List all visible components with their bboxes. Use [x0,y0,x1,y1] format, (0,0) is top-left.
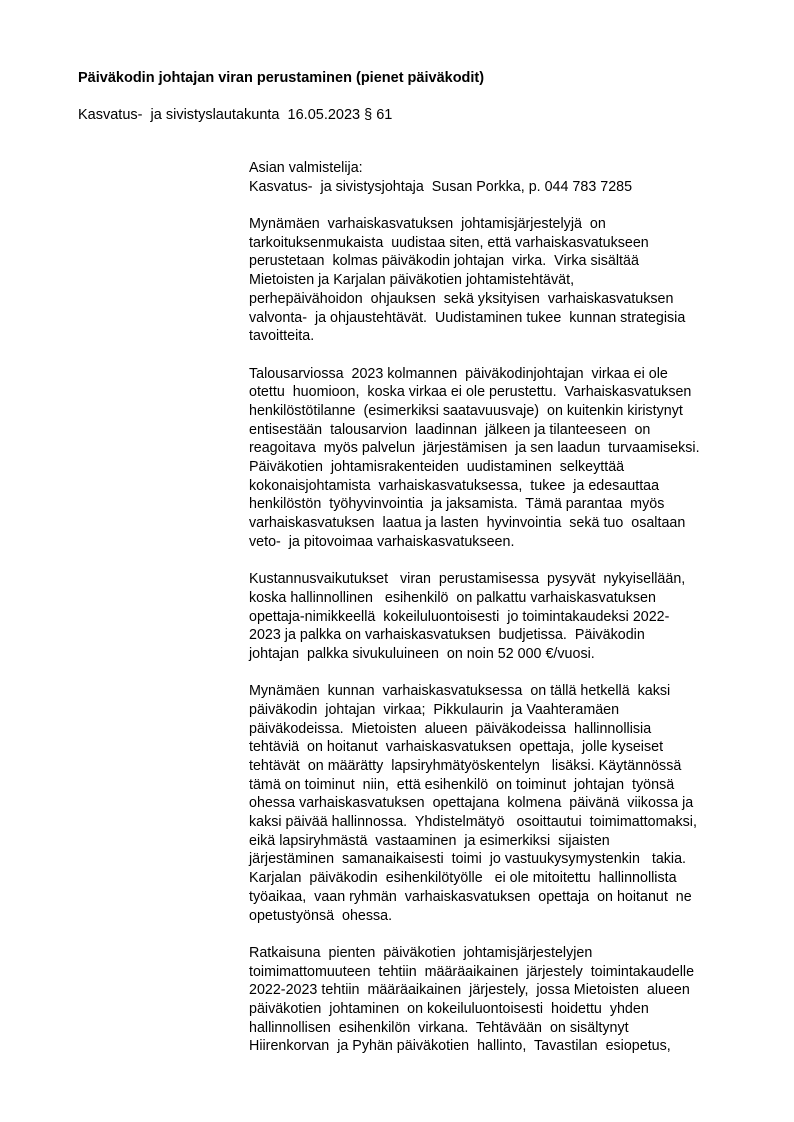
paragraph-line: eikä lapsiryhmästä vastaaminen ja esimerkiksi sijaisten [249,832,610,849]
paragraph-line: Mynämäen varhaiskasvatuksen johtamisjärjestelyjä on [249,216,606,233]
paragraph-line: kaksi päivää hallinnossa. Yhdistelmätyö osoittautui toimimattomaksi, [249,814,697,831]
paragraph-line: 2023 ja palkka on varhaiskasvatuksen budjetissa. Päiväkodin [249,627,645,644]
paragraph-line: kokonaisjohtamista varhaiskasvatuksessa, tukee ja edesauttaa [249,477,660,494]
paragraph-line: Mynämäen kunnan varhaiskasvatuksessa on tällä hetkellä kaksi [249,683,671,700]
paragraph-line: Talousarviossa 2023 kolmannen päiväkodinjohtajan virkaa ei ole [249,365,668,382]
paragraph-line: 2022-2023 tehtiin määräaikainen järjestely, jossa Mietoisten alueen [249,982,690,999]
paragraph-line: perustetaan kolmas päiväkodin johtajan virka. Virka sisältää [249,253,639,270]
paragraph-line: reagoitava myös palvelun järjestämisen ja sen laadun turvaamiseksi. [249,440,700,457]
paragraph-line: päiväkodeissa. Mietoisten alueen päiväkodeissa hallinnollisia [249,720,652,737]
body-paragraph [249,365,749,552]
paragraph-line: Kasvatus- ja sivistysjohtaja Susan Porkka, p. 044 783 7285 [249,178,633,195]
paragraph-line: varhaiskasvatuksen laatua ja lasten hyvinvointia sekä tuo osaltaan [249,515,686,532]
paragraph-line: Hiirenkorvan ja Pyhän päiväkotien hallinto, Tavastilan esiopetus, [249,1038,671,1055]
paragraph-line: perhepäivähoidon ohjauksen sekä yksityisen varhaiskasvatuksen [249,290,674,307]
body-paragraph [249,682,749,925]
paragraph-line: valvonta- ja ohjaustehtävät. Uudistaminen tukee kunnan strategisia [249,309,686,326]
paragraph-line: hallinnollisen esihenkilön virkana. Tehtävään on sisältynyt [249,1019,629,1036]
document-body [249,159,749,1075]
preparer-block [249,159,749,196]
paragraph-line: toimimattomuuteen tehtiin määräaikainen järjestely toimintakaudelle [249,963,695,980]
paragraph-line: johtajan palkka sivukuluineen on noin 52 000 €/vuosi. [249,645,595,662]
body-paragraph [249,944,749,1056]
document-title: Päiväkodin johtajan viran perustaminen (pienet päiväkodit) [78,70,485,86]
paragraph-line: Asian valmistelija: [249,160,363,176]
paragraph-line: otettu huomioon, koska virkaa ei ole perustettu. Varhaiskasvatuksen [249,384,692,401]
paragraph-line: henkilöstön työhyvinvointia ja jaksamista. Tämä parantaa myös [249,496,665,513]
paragraph-line: tarkoituksenmukaista uudistaa siten, että varhaiskasvatukseen [249,234,649,251]
paragraph-line: Mietoisten ja Karjalan päiväkotien johtamistehtävät, [249,272,575,289]
paragraph-line: tämä on toiminut niin, että esihenkilö on toiminut johtajan työnsä [249,776,675,793]
paragraph-line: koska hallinnollinen esihenkilö on palkattu varhaiskasvatuksen [249,589,656,606]
paragraph-line: järjestäminen samanaikaisesti toimi jo vastuukysymystenkin takia. [249,851,687,868]
paragraph-line: tavoitteita. [249,328,315,345]
paragraph-line: opetustyönsä ohessa. [249,907,393,924]
meeting-reference: Kasvatus- ja sivistyslautakunta 16.05.2023 § 61 [78,107,393,123]
paragraph-line: tehtäviä on hoitanut varhaiskasvatuksen opettaja, jolle kyseiset [249,739,664,756]
paragraph-line: veto- ja pitovoimaa varhaiskasvatukseen. [249,533,515,550]
paragraph-line: Kustannusvaikutukset viran perustamisessa pysyvät nykyisellään, [249,571,686,588]
body-paragraph [249,570,749,663]
paragraph-line: Karjalan päiväkodin esihenkilötyölle ei ole mitoitettu hallinnollista [249,870,677,887]
paragraph-line: Ratkaisuna pienten päiväkotien johtamisjärjestelyjen [249,944,593,961]
paragraph-line: päiväkodin johtajan virkaa; Pikkulaurin ja Vaahteramäen [249,701,620,718]
paragraph-line: tehtävät on määrätty lapsiryhmätyöskentelyn lisäksi. Käytännössä [249,758,682,774]
body-paragraph [249,215,749,346]
paragraph-line: päiväkotien johtaminen on kokeiluluontoisesti hoidettu yhden [249,1000,649,1017]
paragraph-line: työaikaa, vaan ryhmän varhaiskasvatuksen opettaja on hoitanut ne [249,888,692,905]
paragraph-line: henkilöstötilanne (esimerkiksi saatavuusvaje) on kuitenkin kiristynyt [249,402,683,419]
paragraph-line: ohessa varhaiskasvatuksen opettajana kolmena päivänä viikossa ja [249,795,694,812]
paragraph-line: opettaja-nimikkeellä kokeiluluontoisesti jo toimintakaudeksi 2022- [249,608,670,625]
paragraph-line: Päiväkotien johtamisrakenteiden uudistaminen selkeyttää [249,459,625,475]
paragraph-line: entisestään talousarvion laadinnan jälkeen ja tilanteeseen on [249,421,651,438]
